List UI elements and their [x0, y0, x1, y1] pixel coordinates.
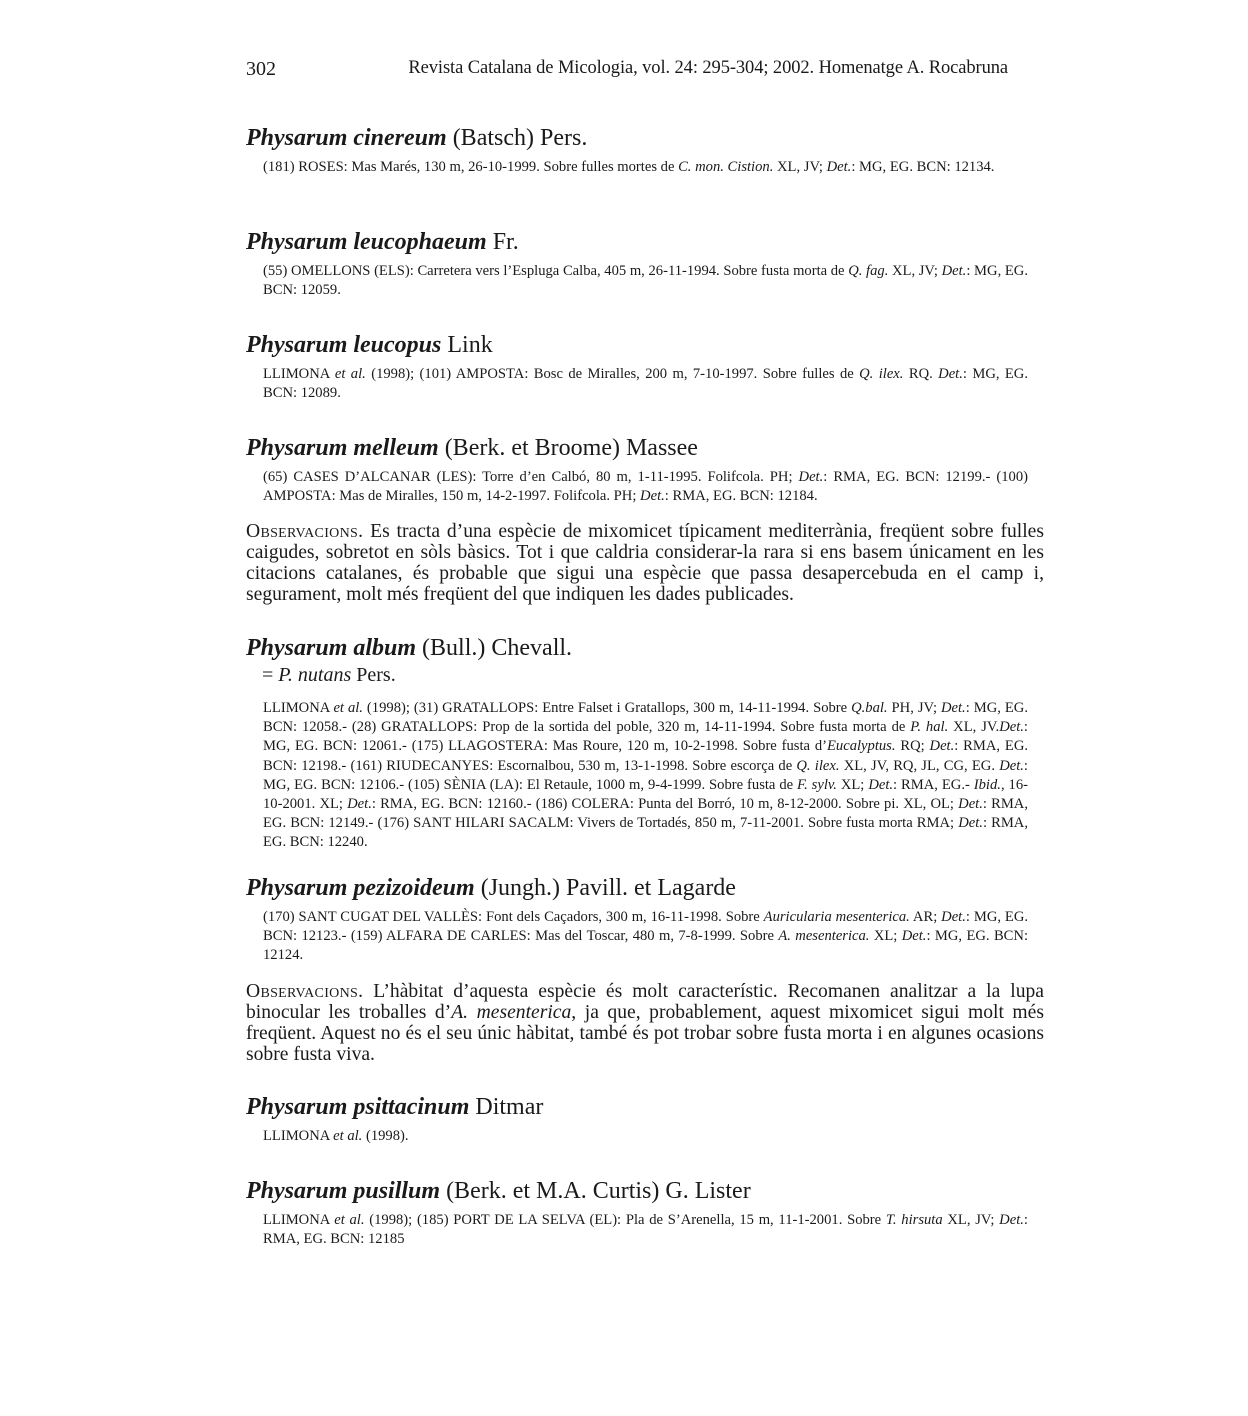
- observations-paragraph: [246, 521, 1044, 605]
- observations-label: Observacions.: [246, 981, 364, 1002]
- running-header: [246, 58, 1008, 82]
- species-heading: [246, 1177, 1046, 1205]
- species-entry-album: [246, 634, 1046, 853]
- species-authority: (Batsch) Pers.: [452, 125, 588, 151]
- species-heading: [246, 874, 1046, 902]
- species-authority: Link: [447, 332, 493, 358]
- species-entry-pusillum: [246, 1177, 1046, 1249]
- species-authority: Fr.: [492, 229, 519, 255]
- specimen-record: LLIMONA et al. (1998).: [263, 1128, 409, 1144]
- specimen-record: LLIMONA et al. (1998); (185) PORT DE LA SELVA (EL): Pla de S’Arenella, 15 m, 11-1-2001. Sobre T. hirsuta XL, JV; Det.: RMA, EG. BCN: 12185: [263, 1212, 1028, 1248]
- journal-reference: Revista Catalana de Micologia, vol. 24: 295-304; 2002. Homenatge A. Rocabruna: [408, 58, 1008, 78]
- specimen-record: (170) SANT CUGAT DEL VALLÈS: Font dels Caçadors, 300 m, 16-11-1998. Sobre Auricularia mesenterica. AR; Det.: MG, EG. BCN: 12123.- (159) ALFARA DE CARLES: Mas del Toscar, 480 m, 7-8-1999. Sobre A. mesenterica. XL; Det.: MG, EG. BCN: 12124.: [263, 909, 1029, 964]
- species-entry-cinereum: [246, 124, 1046, 177]
- species-heading: [246, 124, 1046, 152]
- synonym-name: P. nutans: [278, 664, 352, 686]
- species-authority: (Jungh.) Pavill. et Lagarde: [480, 875, 736, 901]
- observations-text: Es tracta d’una espècie de mixomicet típicament mediterrània, freqüent sobre fulles caigudes, sobretot en sòls bàsics. Tot i que caldria considerar-la rara si ens basem únicament en les citacions catalanes, és probable que sigui una espècie que passa desapercebuda en el camp i, segurament, molt més freqüent del que indiquen les dades publicades.: [246, 521, 1044, 605]
- species-name: Physarum leucopus: [246, 332, 442, 358]
- species-entry-psittacinum: [246, 1093, 1046, 1146]
- species-heading: [246, 1093, 1046, 1121]
- observations-paragraph: [246, 981, 1044, 1065]
- synonym-line: [262, 663, 1046, 687]
- species-name: Physarum leucophaeum: [246, 229, 487, 255]
- species-heading: [246, 228, 1046, 256]
- page-number: 302: [246, 58, 276, 80]
- species-authority: Ditmar: [475, 1094, 544, 1120]
- species-name: Physarum pusillum: [246, 1178, 441, 1204]
- species-entry-leucophaeum: [246, 228, 1046, 300]
- specimen-record: (55) OMELLONS (ELS): Carretera vers l’Espluga Calba, 405 m, 26-11-1994. Sobre fusta morta de Q. fag. XL, JV; Det.: MG, EG. BCN: 12059.: [263, 263, 1028, 299]
- species-entry-melleum: [246, 434, 1046, 506]
- synonym-prefix: =: [262, 664, 279, 686]
- specimen-record: (65) CASES D’ALCANAR (LES): Torre d’en Calbó, 80 m, 1-11-1995. Folifcola. PH; Det.: RMA, EG. BCN: 12199.- (100) AMPOSTA: Mas de Miralles, 150 m, 14-2-1997. Folifcola. PH; Det.: RMA, EG. BCN: 12184.: [263, 469, 1028, 505]
- species-name: Physarum album: [246, 635, 417, 661]
- species-authority: (Berk. et Broome) Massee: [444, 435, 698, 461]
- species-authority: (Berk. et M.A. Curtis) G. Lister: [446, 1178, 751, 1204]
- species-name: Physarum cinereum: [246, 125, 447, 151]
- species-name: Physarum melleum: [246, 435, 439, 461]
- specimen-record: LLIMONA et al. (1998); (101) AMPOSTA: Bosc de Miralles, 200 m, 7-10-1997. Sobre fulles de Q. ilex. RQ. Det.: MG, EG. BCN: 12089.: [263, 366, 1028, 402]
- species-entry-leucopus: [246, 331, 1046, 403]
- observations-label: Observacions.: [246, 521, 364, 542]
- specimen-record: LLIMONA et al. (1998); (31) GRATALLOPS: Entre Falset i Gratallops, 300 m, 14-11-1994. Sobre Q.bal. PH, JV; Det.: MG, EG. BCN: 12058.- (28) GRATALLOPS: Prop de la sortida del poble, 320 m, 14-11-1994. Sobre fusta morta de P. hal. XL, JV.Det.: MG, EG. BCN: 12061.- (175) LLAGOSTERA: Mas Roure, 120 m, 10-2-1998. Sobre fusta d’Eucalyptus. RQ; Det.: RMA, EG. BCN: 12198.- (161) RIUDECANYES: Escornalbou, 530 m, 13-1-1998. Sobre escorça de Q. ilex. XL, JV, RQ, JL, CG, EG. Det.: MG, EG. BCN: 12106.- (105) SÈNIA (LA): El Retaule, 1000 m, 9-4-1999. Sobre fusta de F. sylv. XL; Det.: RMA, EG.- Ibid., 16-10-2001. XL; Det.: RMA, EG. BCN: 12160.- (186) COLERA: Punta del Borró, 10 m, 8-12-2000. Sobre pi. XL, OL; Det.: RMA, EG. BCN: 12149.- (176) SANT HILARI SACALM: Vivers de Tortadés, 850 m, 7-11-2001. Sobre fusta morta RMA; Det.: RMA, EG. BCN: 12240.: [263, 700, 1029, 851]
- observations-text: L’hàbitat d’aquesta espècie és molt característic. Recomanen analitzar a la lupa binocular les troballes d’A. mesenterica, ja que, probablement, aquest mixomicet sigui molt més freqüent. Aquest no és el seu únic hàbitat, també és pot trobar sobre fusta morta i en algunes ocasions sobre fusta viva.: [246, 981, 1044, 1065]
- species-heading: [246, 434, 1046, 462]
- specimen-record: (181) ROSES: Mas Marés, 130 m, 26-10-1999. Sobre fulles mortes de C. mon. Cistion. XL, JV; Det.: MG, EG. BCN: 12134.: [263, 159, 995, 175]
- species-name: Physarum pezizoideum: [246, 875, 475, 901]
- species-entry-pezizoideum: [246, 874, 1046, 966]
- synonym-authority: Pers.: [351, 664, 396, 686]
- species-heading: [246, 331, 1046, 359]
- species-heading: [246, 634, 1046, 662]
- species-name: Physarum psittacinum: [246, 1094, 470, 1120]
- species-authority: (Bull.) Chevall.: [422, 635, 573, 661]
